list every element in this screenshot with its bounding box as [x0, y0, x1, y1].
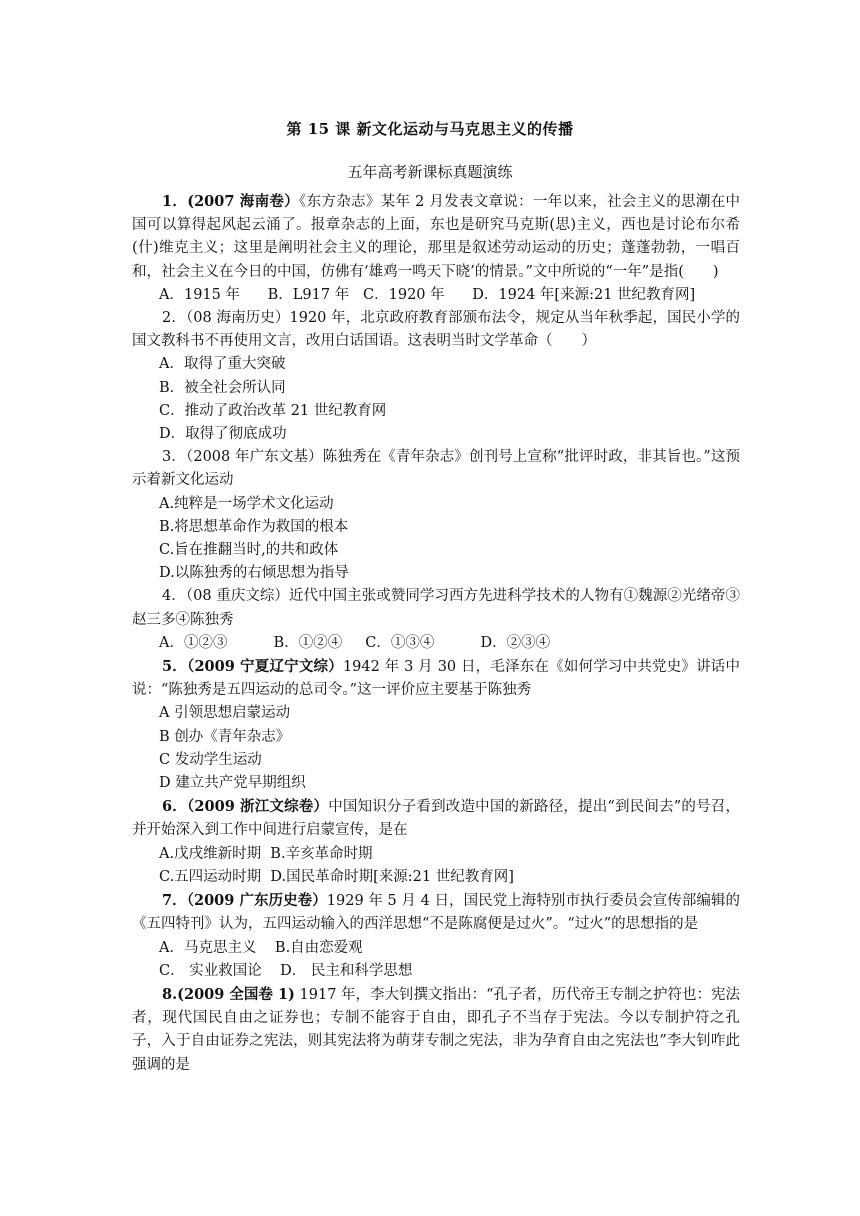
question-5 — [132, 655, 740, 702]
question-5-option-c: C 发动学生运动 — [159, 751, 262, 768]
question-6-number: 6． — [162, 798, 187, 816]
question-1-number: 1． — [162, 193, 188, 210]
question-1 — [132, 190, 740, 284]
question-8 — [132, 983, 740, 1077]
question-2-option-a: A．取得了重大突破 — [159, 356, 286, 373]
question-1-source: (2007 海南卷） — [187, 193, 300, 210]
question-1-options: A．1915 年 B．L917 年 C．1920 年 D．1924 年[来源:21 世纪教育网] — [159, 286, 696, 303]
question-7-number: 7． — [162, 892, 187, 910]
question-6-options-ab: A.戊戌维新时期 B.辛亥革命时期 — [159, 845, 373, 862]
question-6-source: （2009 浙江文综卷） — [186, 798, 329, 816]
question-7-text: 1929 年 5 月 4 日，国民党上海特别市执行委员会宣传部编辑的《五四特刊》认为，五四运动输入的西洋思想“不是陈腐便是过火”。“过火”的思想指的是 — [132, 893, 741, 933]
question-8-text: 1917 年，李大钊撰文指出：“孔子者，历代帝王专制之护符也：宪法者，现代国民自由之证券也；专制不能容于自由，即孔子不当存于宪法。今以专制护符之孔子，入于自由证券之宪法，则其宪法将为萌芽专制之宪法，非为孕育自由之宪法也”李大钊咋此强调的是 — [132, 986, 741, 1073]
question-4-options: A．①②③ B．①②④ C．①③④ D．②③④ — [159, 634, 551, 651]
question-5-number: 5． — [162, 658, 187, 676]
question-5-option-b: B 创办《青年杂志》 — [159, 728, 291, 745]
question-4: 4．（08 重庆文综）近代中国主张或赞同学习西方先进科学技术的人物有①魏源②光绪帝③赵三多④陈独秀 — [132, 588, 740, 628]
question-6-options-cd: C.五四运动时期 D.国民革命时期[来源:21 世纪教育网] — [159, 868, 514, 885]
question-2-option-d: D．取得了彻底成功 — [159, 426, 287, 443]
question-6 — [132, 795, 740, 842]
question-1-text: 《东方杂志》某年 2 月发表文章说：一年以来，社会主义的思潮在中国可以算得起风起云涌了。报章杂志的上面，东也是研究马克斯(思)主义，西也是讨论布尔希(什)维克主义；这里是阐明社会主义的理论，那里是叙述劳动运动的历史；蓬蓬勃勃，一唱百和，社会主义在今日的中国，仿佛有‘雄鸡一鸣天下晓’的情景。”文中所说的“一年”是指( ) — [132, 194, 740, 280]
question-7 — [132, 889, 740, 936]
question-5-option-a: A 引领思想启蒙运动 — [159, 705, 291, 722]
question-3-option-a: A.纯粹是一场学术文化运动 — [159, 495, 334, 512]
question-3-option-d: D.以陈独秀的右倾思想为指导 — [159, 565, 349, 582]
question-3: 3．（2008 年广东文基）陈独秀在《青年杂志》创刊号上宣称“批评时政，非其旨也。”这预示着新文化运动 — [132, 449, 740, 489]
question-2: 2．（08 海南历史）1920 年，北京政府教育部颁布法令，规定从当年秋季起，国民小学的国文教科书不再使用文言，改用白话国语。这表明当时文学革命（ ） — [132, 310, 740, 350]
question-7-options-cd: C． 实业救国论 D． 民主和科学思想 — [159, 962, 413, 979]
question-2-option-b: B．被全社会所认同 — [159, 379, 286, 396]
page-subtitle: 五年高考新课标真题演练 — [347, 163, 513, 181]
question-8-source: 8.(2009 全国卷 1) — [162, 985, 295, 1003]
question-5-text: 1942 年 3 月 30 日，毛泽东在《如何学习中共党史》讲话中说：“陈独秀是五四运动的总司令。”这一评价应主要基于陈独秀 — [132, 659, 741, 699]
question-3-option-b: B.将思想革命作为救国的根本 — [159, 518, 349, 535]
page-title: 第 15 课 新文化运动与马克思主义的传播 — [286, 120, 574, 138]
question-5-option-d: D 建立共产党早期组织 — [159, 775, 306, 792]
question-2-option-c: C．推动了政治改革 21 世纪教育网 — [159, 402, 387, 419]
question-5-source: （2009 宁夏辽宁文综） — [187, 658, 343, 676]
question-7-options-ab: A．马克思主义 B.自由恋爱观 — [159, 939, 363, 956]
question-list — [132, 190, 740, 1077]
question-3-option-c: C.旨在推翻当时,的共和政体 — [159, 542, 339, 559]
question-6-text: 中国知识分子看到改造中国的新路径，提出“到民间去”的号召，并开始深入到工作中间进行启蒙宣传，是在 — [132, 799, 740, 839]
question-7-source: （2009 广东历史卷） — [186, 892, 327, 910]
